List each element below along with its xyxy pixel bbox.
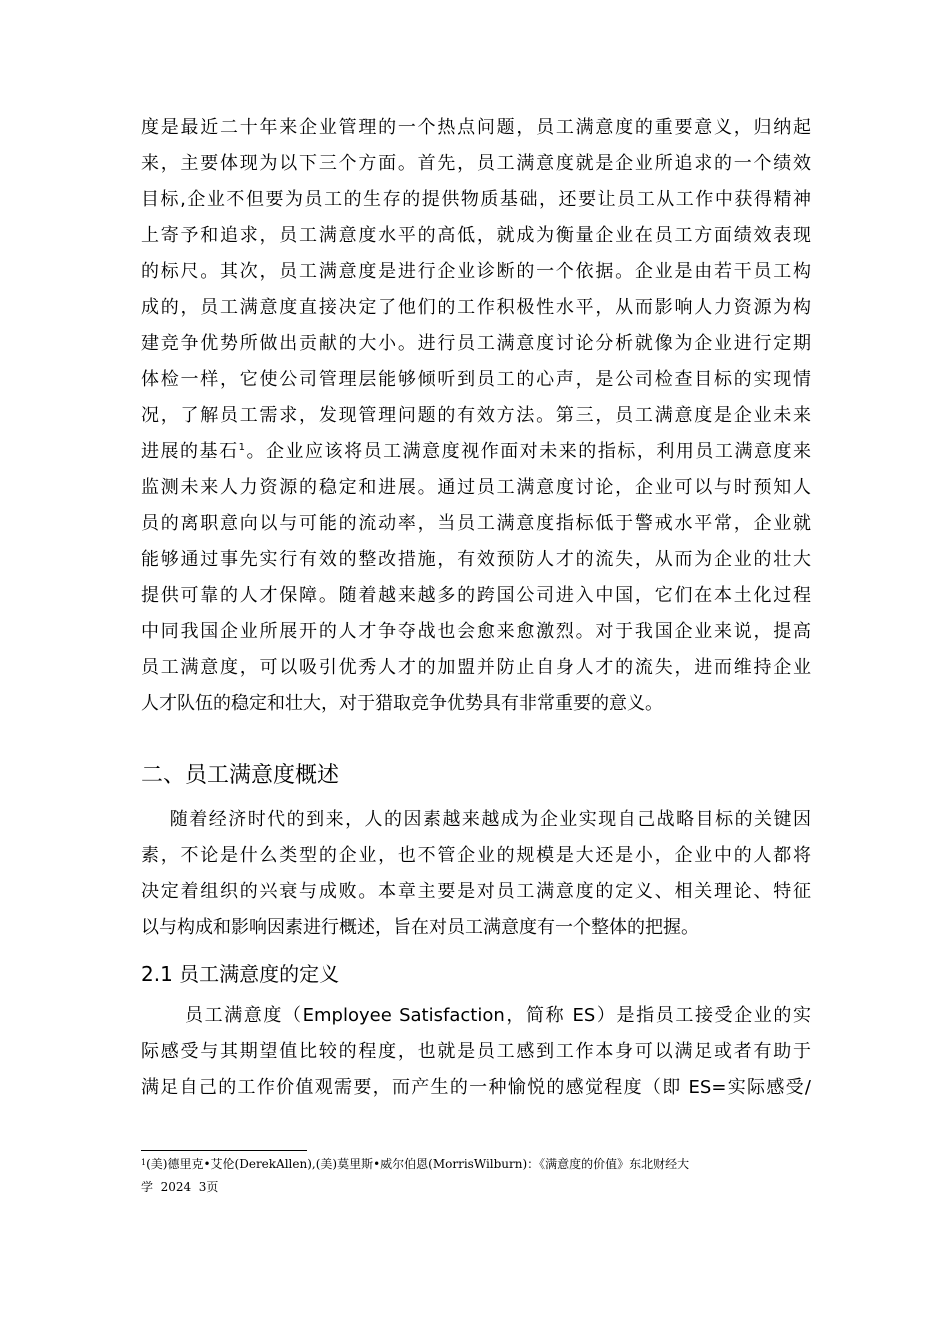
text-line: 人才队伍的稳定和壮大，对于猎取竞争优势具有非常重要的意义。 [141, 693, 663, 714]
text-line: 决定着组织的兴衰与成败。本章主要是对员工满意度的定义、相关理论、特征 [141, 881, 811, 902]
text-line: 素，不论是什么类型的企业，也不管企业的规模是大还是小，企业中的人都将 [141, 845, 811, 866]
text-line: 员的离职意向以与可能的流动率，当员工满意度指标低于警戒水平常，企业就 [141, 513, 811, 534]
text-line: 员工满意度，可以吸引优秀人才的加盟并防止自身人才的流失，进而维持企业 [141, 657, 811, 678]
text-line: 建竞争优势所做出贡献的大小。进行员工满意度讨论分析就像为企业进行定期 [141, 333, 811, 354]
text-line-with-footnote-ref [141, 434, 811, 470]
footnote [141, 1153, 811, 1199]
text-line: 来，主要体现为以下三个方面。首先，员工满意度就是企业所追求的一个绩效 [141, 153, 811, 174]
text-segment: 。企业应该将员工满意度视作面对未来的指标，利用员工满意度来 [244, 441, 811, 462]
text-line: 员工满意度（Employee Satisfaction，简称 ES）是指员工接受企业的实 [141, 1005, 811, 1026]
text-line: 际感受与其期望值比较的程度，也就是员工感到工作本身可以满足或者有助于 [141, 1041, 811, 1062]
text-line: 满足自己的工作价值观需要，而产生的一种愉悦的感觉程度（即 ES=实际感受/ [141, 1077, 811, 1098]
text-line: 提供可靠的人才保障。随着越来越多的跨国公司进入中国，它们在本土化过程 [141, 585, 811, 606]
section-heading: 二、员工满意度概述 [141, 763, 340, 788]
paragraph-overview [141, 802, 811, 946]
text-line: 以与构成和影响因素进行概述，旨在对员工满意度有一个整体的把握。 [141, 917, 699, 938]
text-line: 中同我国企业所展开的人才争夺战也会愈来愈激烈。对于我国企业来说，提高 [141, 621, 811, 642]
footnote-reference[interactable]: 1 [238, 442, 245, 453]
text-line: 度是最近二十年来企业管理的一个热点问题，员工满意度的重要意义，归纳起 [141, 117, 811, 138]
text-line: 能够通过事先实行有效的整改措施，有效预防人才的流失，从而为企业的壮大 [141, 549, 811, 570]
text-line: 目标,企业不但要为员工的生存的提供物质基础，还要让员工从工作中获得精神 [141, 189, 811, 210]
text-segment: 进展的基石 [141, 441, 239, 462]
text-line: 随着经济时代的到来，人的因素越来越成为企业实现自己战略目标的关键因 [141, 809, 811, 830]
footnote-line [141, 1153, 811, 1176]
footnote-line: 学 2024 3页 [141, 1180, 219, 1194]
text-line: 成的，员工满意度直接决定了他们的工作积极性水平，从而影响人力资源为构 [141, 297, 811, 318]
text-line: 上寄予和追求，员工满意度水平的高低，就成为衡量企业在员工方面绩效表现 [141, 225, 811, 246]
text-line: 体检一样，它使公司管理层能够倾听到员工的心声，是公司检查目标的实现情 [141, 369, 811, 390]
footnote-text: (美)德里克•艾伦(DerekAllen),(美)莫里斯•威尔伯恩(MorrisWilburn)：《满意度的价值》东北财经大 [146, 1157, 690, 1171]
footnote-marker: 1 [141, 1158, 147, 1167]
paragraph-significance [141, 110, 811, 722]
footnote-divider [141, 1150, 307, 1151]
text-line: 的标尺。其次，员工满意度是进行企业诊断的一个依据。企业是由若干员工构 [141, 261, 811, 282]
paragraph-definition [141, 998, 811, 1106]
text-line: 况，了解员工需求，发现管理问题的有效方法。第三，员工满意度是企业未来 [141, 405, 811, 426]
subsection-heading: 2.1 员工满意度的定义 [141, 962, 340, 986]
text-line: 监测未来人力资源的稳定和进展。通过员工满意度讨论，企业可以与时预知人 [141, 477, 811, 498]
